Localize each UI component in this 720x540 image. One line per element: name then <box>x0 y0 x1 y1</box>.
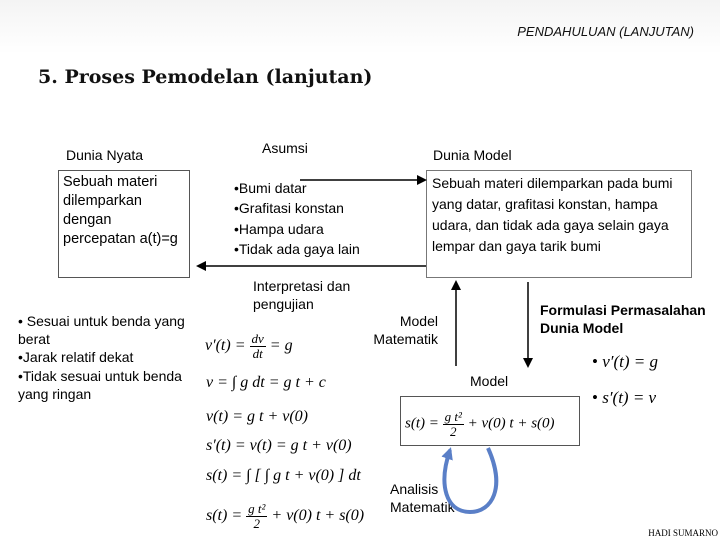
dunia-model-box: Sebuah materi dilemparkan pada bumi yang datar, grafitasi konstan, hampa udara, dan tidak ada gaya selain gaya lempar dan gaya tarik bumi <box>426 170 692 278</box>
model-box-rhs: + v(0) t + s(0) <box>467 415 555 432</box>
label-interpretasi: Interpretasi dan pengujian <box>253 278 351 313</box>
model-box-lhs: s(t) = <box>405 415 439 432</box>
slide-title: 5. Proses Pemodelan (lanjutan) <box>38 66 373 88</box>
interpretasi-item: •Tidak sesuai untuk benda yang ringan <box>18 367 182 402</box>
label-model-matematik: Model Matematik <box>373 313 438 348</box>
equation-1-lhs: v′(t) = <box>205 336 246 354</box>
label-analisis: Analisis Matematik <box>390 481 455 516</box>
label-asumsi: Asumsi <box>262 140 308 156</box>
model-box-numerator: g t² <box>444 409 462 424</box>
model-formula-1: • v′(t) = g <box>592 352 658 371</box>
model-box-denominator: 2 <box>450 423 457 439</box>
footer-author: HADI SUMARNO <box>648 528 718 538</box>
model-formula-2-text: s′(t) = v <box>602 388 657 407</box>
equation-1-denominator: dt <box>252 345 263 361</box>
asumsi-item: •Bumi datar <box>234 180 307 196</box>
slide-header: PENDAHULUAN (LANJUTAN) <box>517 24 694 39</box>
analisis-loop-arrow <box>444 448 496 512</box>
model-formula-2: • s′(t) = v <box>592 388 657 407</box>
equation-2: v = ∫ g dt = g t + c <box>206 374 326 391</box>
asumsi-item: •Tidak ada gaya lain <box>234 240 360 257</box>
dunia-nyata-box: Sebuah materi dilemparkan dengan percepatan a(t)=g <box>58 170 190 278</box>
equation-6-lhs: s(t) = <box>206 506 243 524</box>
equation-3: v(t) = g t + v(0) <box>206 408 308 425</box>
equation-1-numerator: dv <box>251 331 264 346</box>
label-dunia-model: Dunia Model <box>433 147 512 163</box>
label-formulasi: Formulasi Permasalahan Dunia Model <box>540 302 706 337</box>
equation-5: s(t) = ∫ [ ∫ g t + v(0) ] dt <box>206 467 361 484</box>
equation-1-rhs: = g <box>269 336 293 354</box>
equation-6-numerator: g t² <box>248 501 266 516</box>
label-model: Model <box>470 373 509 389</box>
asumsi-item: •Hampa udara <box>234 220 324 237</box>
equation-4: s′(t) = v(t) = g t + v(0) <box>206 437 352 454</box>
equation-6-rhs: + v(0) t + s(0) <box>271 506 365 524</box>
interpretasi-item: •Jarak relatif dekat <box>18 349 134 366</box>
equation-6-denominator: 2 <box>253 515 260 531</box>
label-dunia-nyata: Dunia Nyata <box>66 147 144 163</box>
model-formula-1-text: v′(t) = g <box>602 352 658 371</box>
asumsi-item: •Grafitasi konstan <box>234 200 344 217</box>
interpretasi-item: • Sesuai untuk benda yang berat <box>18 313 185 348</box>
